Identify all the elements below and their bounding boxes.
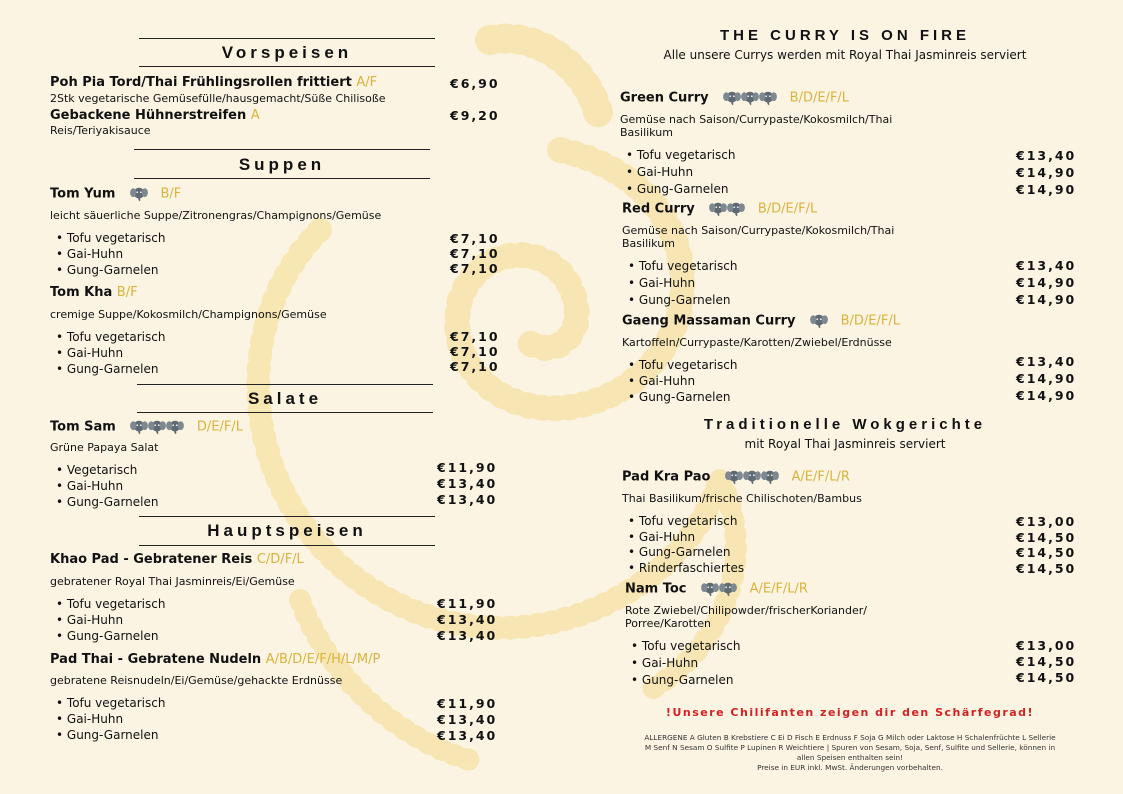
elephant-icon [166, 419, 184, 435]
price: €13,40 [437, 728, 498, 743]
dish-description: leicht säuerliche Suppe/Zitronengras/Champignons/Gemüse [50, 209, 382, 222]
price: €7,10 [450, 344, 500, 359]
elephant-icon [723, 90, 741, 106]
price: €7,10 [450, 261, 500, 276]
dish-name: Gebackene Hühnerstreifen [50, 108, 247, 123]
option-label: Gai-Huhn [636, 165, 694, 179]
allergen-legend-line: M Senf N Sesam O Sulfite P Lupinen R Weichtiere | Spuren von Sesam, Soja, Senf, Sulfite und Sellerie, können in [644, 742, 1056, 752]
option-label: Gai-Huhn [66, 613, 124, 627]
option-label: Gung-Garnelen [638, 390, 731, 404]
option-list [56, 696, 165, 744]
option-list [628, 259, 737, 310]
option-label: Tofu vegetarisch [638, 259, 738, 273]
allergen-codes: B/F [160, 186, 182, 202]
dish-name: Green Curry [620, 90, 709, 106]
elephant-icon [727, 201, 745, 217]
dish-description: 2Stk vegetarische Gemüsefülle/hausgemacht/Süße Chilisoße [50, 92, 386, 105]
price-list [450, 329, 500, 374]
allergen-legend-line: allen Speisen enthalten sein! [796, 752, 904, 762]
dish-name: Tom Yum [50, 186, 116, 202]
allergen-legend [620, 733, 1080, 772]
hauptspeisen-rule-top [139, 516, 435, 517]
prices-note: Preise in EUR inkl. MwSt. Änderungen vorbehalten. [757, 762, 943, 772]
price: €13,00 [1016, 514, 1077, 529]
dish-khao-pad [50, 552, 304, 567]
description-line: Basilikum [622, 237, 675, 250]
option-list [56, 231, 165, 279]
list-item: • Gai-Huhn [628, 276, 696, 290]
dish-description [620, 113, 892, 139]
option-list [626, 148, 735, 199]
list-item: • Gai-Huhn [56, 247, 124, 261]
list-item: • Gung-Garnelen [56, 263, 159, 277]
price-list [437, 696, 497, 744]
dish-name: Poh Pia Tord/Thai Frühlingsrollen frittiert [50, 75, 352, 90]
price: €13,40 [437, 476, 498, 491]
elephant-icon [130, 186, 148, 202]
option-label: Gai-Huhn [638, 276, 696, 290]
dish-description [625, 604, 867, 630]
dish-tom-sam [50, 419, 243, 435]
option-label: Tofu vegetarisch [66, 597, 166, 611]
list-item: • Gung-Garnelen [56, 362, 159, 376]
allergen-codes: A/E/F/L/R [749, 581, 808, 597]
elephant-chili-rating-1 [810, 313, 828, 329]
dish-huehnerstreifen [50, 108, 260, 123]
option-label: Gai-Huhn [66, 712, 124, 726]
allergen-codes: C/D/F/L [256, 552, 304, 567]
description-line: Basilikum [620, 126, 673, 139]
price: €13,40 [437, 492, 498, 507]
dish-massaman-curry [622, 313, 900, 329]
list-item: • Tofu vegetarisch [628, 514, 738, 528]
elephant-icon [130, 419, 148, 435]
price-list [1016, 148, 1076, 199]
price-list [437, 460, 497, 508]
option-label: Gai-Huhn [641, 656, 699, 670]
list-item: • Vegetarisch [56, 463, 138, 477]
list-item: • Tofu vegetarisch [56, 696, 166, 710]
list-item: • Gai-Huhn [56, 346, 124, 360]
allergen-codes: B/D/E/F/L [840, 313, 900, 329]
dish-description: Thai Basilikum/frische Chilischoten/Bambus [622, 492, 862, 505]
option-label: Tofu vegetarisch [638, 358, 738, 372]
list-item: • Gung-Garnelen [631, 673, 734, 687]
price: €13,40 [1016, 258, 1077, 273]
option-label: Gung-Garnelen [638, 293, 731, 307]
list-item: • Tofu vegetarisch [631, 639, 741, 653]
price-list [1016, 354, 1076, 405]
dish-name: Pad Thai - Gebratene Nudeln [50, 652, 262, 667]
price: €7,10 [450, 359, 500, 374]
price: €14,50 [1016, 654, 1077, 669]
price-list [437, 596, 497, 644]
list-item: • Rinderfaschiertes [628, 560, 745, 575]
salate-rule-top [137, 384, 433, 385]
option-label: Tofu vegetarisch [636, 148, 736, 162]
option-label: Gung-Garnelen [66, 629, 159, 643]
price: €7,10 [450, 329, 500, 344]
option-label: Gai-Huhn [66, 346, 124, 360]
price: €13,40 [437, 628, 498, 643]
elephant-icon [761, 469, 779, 485]
heading-salate: Salate [247, 389, 323, 408]
list-item: • Gung-Garnelen [626, 182, 729, 196]
option-list [56, 597, 165, 645]
option-list [628, 358, 737, 406]
elephant-chili-rating-1 [130, 186, 148, 202]
description-line: Gemüse nach Saison/Currypaste/Kokosmilch/Thai [620, 113, 893, 126]
list-item: • Gai-Huhn [628, 529, 696, 544]
option-label: Gung-Garnelen [638, 545, 731, 559]
option-label: Tofu vegetarisch [638, 514, 738, 528]
option-label: Tofu vegetarisch [66, 231, 166, 245]
price: €13,00 [1016, 638, 1077, 653]
list-item: • Tofu vegetarisch [56, 231, 166, 245]
allergen-codes: D/E/F/L [196, 419, 243, 435]
price-list [1016, 638, 1076, 686]
elephant-chili-rating-2 [709, 201, 745, 217]
wok-subheading: mit Royal Thai Jasminreis serviert [744, 437, 946, 451]
list-item: • Gai-Huhn [56, 479, 124, 493]
list-item: • Gai-Huhn [56, 712, 124, 726]
price: €14,50 [1016, 560, 1077, 576]
hauptspeisen-rule-bottom [139, 545, 435, 546]
price: €14,90 [1016, 165, 1077, 180]
option-list [56, 330, 165, 378]
option-label: Tofu vegetarisch [641, 639, 741, 653]
dish-name: Tom Kha [50, 285, 113, 300]
dish-name: Red Curry [622, 201, 695, 217]
heading-hauptspeisen: Hauptspeisen [207, 521, 367, 540]
chili-note: !Unsere Chilifanten zeigen dir den Schärfegrad! [665, 706, 1035, 719]
list-item: • Gung-Garnelen [56, 728, 159, 742]
price: €11,90 [437, 596, 498, 611]
option-label: Gai-Huhn [66, 247, 124, 261]
option-list [628, 514, 744, 576]
description-line: Rote Zwiebel/Chilipowder/frischerKoriander/ [625, 604, 867, 617]
price: €14,90 [1016, 182, 1077, 197]
suppen-rule-top [134, 149, 430, 150]
heading-wok: Traditionelle Wokgerichte [703, 416, 987, 433]
elephant-icon [810, 313, 828, 329]
elephant-icon [719, 581, 737, 597]
price: €14,90 [1016, 275, 1077, 290]
elephant-chili-rating-3 [130, 419, 184, 435]
option-label: Gung-Garnelen [66, 362, 159, 376]
dish-name: Pad Kra Pao [622, 469, 711, 485]
elephant-chili-rating-2 [701, 581, 737, 597]
price-list [450, 231, 500, 276]
list-item: • Tofu vegetarisch [628, 259, 738, 273]
dish-name: Khao Pad - Gebratener Reis [50, 552, 253, 567]
list-item: • Gung-Garnelen [56, 629, 159, 643]
allergen-codes: A/B/D/E/F/H/L/M/P [265, 652, 381, 667]
allergen-legend-line: ALLERGENE A Gluten B Krebstiere C Ei D Fisch E Erdnuss F Soja G Milch oder Laktose H Schalenfrüchte L Sellerie [644, 733, 1056, 742]
dish-description: gebratene Reisnudeln/Ei/Gemüse/gehackte Erdnüsse [50, 674, 343, 687]
list-item: • Gung-Garnelen [628, 293, 731, 307]
description-line: Porree/Karotten [625, 617, 711, 630]
elephant-icon [148, 419, 166, 435]
price: €13,40 [1016, 148, 1077, 163]
price: €14,90 [1016, 292, 1077, 307]
list-item: • Tofu vegetarisch [56, 330, 166, 344]
option-label: Gung-Garnelen [66, 263, 159, 277]
option-label: Gung-Garnelen [66, 495, 159, 509]
option-label: Tofu vegetarisch [66, 330, 166, 344]
price: €13,40 [437, 612, 498, 627]
price: €6,90 [450, 76, 500, 91]
price-list [1016, 514, 1076, 576]
price-list [1016, 258, 1076, 309]
price: €11,90 [437, 696, 498, 711]
allergen-codes: A [250, 108, 260, 123]
allergen-codes: B/D/E/F/L [789, 90, 850, 106]
elephant-icon [759, 90, 777, 106]
list-item: • Gai-Huhn [628, 374, 696, 388]
heading-suppen: Suppen [238, 155, 326, 174]
price: €14,50 [1016, 529, 1077, 545]
elephant-icon [709, 201, 727, 217]
vorspeisen-rule-bottom [139, 66, 435, 67]
price: €13,40 [437, 712, 498, 727]
price: €14,90 [1016, 388, 1077, 403]
price: €7,10 [450, 231, 500, 246]
option-list [56, 463, 159, 511]
heading-curry: THE CURRY IS ON FIRE [719, 27, 971, 44]
list-item: • Tofu vegetarisch [626, 148, 736, 162]
description-line: Gemüse nach Saison/Currypaste/Kokosmilch/Thai [622, 224, 895, 237]
list-item: • Gai-Huhn [631, 656, 699, 670]
dish-green-curry [620, 90, 849, 106]
curry-subheading: Alle unsere Currys werden mit Royal Thai Jasminreis serviert [663, 48, 1027, 62]
allergen-codes: A/E/F/L/R [791, 469, 850, 485]
dish-red-curry [622, 201, 817, 217]
option-list [631, 639, 740, 690]
heading-vorspeisen: Vorspeisen [221, 43, 353, 62]
list-item: • Tofu vegetarisch [56, 597, 166, 611]
price: €14,50 [1016, 670, 1077, 685]
elephant-icon [701, 581, 719, 597]
price: €7,10 [450, 246, 500, 261]
list-item: • Gai-Huhn [626, 165, 694, 179]
dish-description: gebratener Royal Thai Jasminreis/Ei/Gemüse [50, 575, 295, 588]
dish-pad-kra-pao [622, 469, 850, 485]
dish-description [622, 224, 894, 250]
vorspeisen-rule-top [139, 38, 435, 39]
dish-poh-pia [50, 75, 377, 90]
price: €14,50 [1016, 545, 1077, 560]
dish-tom-kha [50, 285, 138, 300]
list-item: • Gung-Garnelen [628, 545, 731, 559]
allergen-codes: B/D/E/F/L [757, 201, 818, 217]
suppen-rule-bottom [134, 178, 430, 179]
option-label: Gai-Huhn [638, 529, 696, 544]
price: €9,20 [450, 108, 500, 123]
list-item: • Gai-Huhn [56, 613, 124, 627]
list-item: • Gung-Garnelen [56, 495, 159, 509]
price: €14,90 [1016, 371, 1077, 386]
salate-rule-bottom [137, 412, 433, 413]
option-label: Gung-Garnelen [66, 728, 159, 742]
price: €11,90 [437, 460, 498, 475]
list-item: • Tofu vegetarisch [628, 358, 738, 372]
elephant-icon [725, 469, 743, 485]
elephant-icon [743, 469, 761, 485]
option-label: Rinderfaschiertes [638, 560, 745, 575]
price: €13,40 [1016, 354, 1077, 369]
dish-description: Reis/Teriyakisauce [50, 124, 151, 137]
elephant-chili-rating-3 [723, 90, 777, 106]
allergen-codes: A/F [356, 75, 378, 90]
list-item: • Gung-Garnelen [628, 390, 731, 404]
elephant-chili-rating-3 [725, 469, 779, 485]
option-label: Vegetarisch [66, 463, 138, 477]
dish-name: Gaeng Massaman Curry [622, 313, 796, 329]
dish-name: Nam Toc [625, 581, 687, 597]
allergen-codes: B/F [116, 285, 138, 300]
elephant-icon [741, 90, 759, 106]
option-label: Tofu vegetarisch [66, 696, 166, 710]
option-label: Gung-Garnelen [641, 673, 734, 687]
option-label: Gai-Huhn [66, 479, 124, 493]
option-label: Gai-Huhn [638, 374, 696, 388]
dish-name: Tom Sam [50, 419, 116, 435]
dish-description: Kartoffeln/Currypaste/Karotten/Zwiebel/Erdnüsse [622, 336, 892, 349]
option-label: Gung-Garnelen [636, 182, 729, 196]
dish-nam-toc [625, 581, 808, 597]
dish-pad-thai [50, 652, 380, 667]
dish-description: cremige Suppe/Kokosmilch/Champignons/Gemüse [50, 308, 327, 321]
dish-description: Grüne Papaya Salat [50, 441, 159, 454]
dish-tom-yum [50, 186, 181, 202]
